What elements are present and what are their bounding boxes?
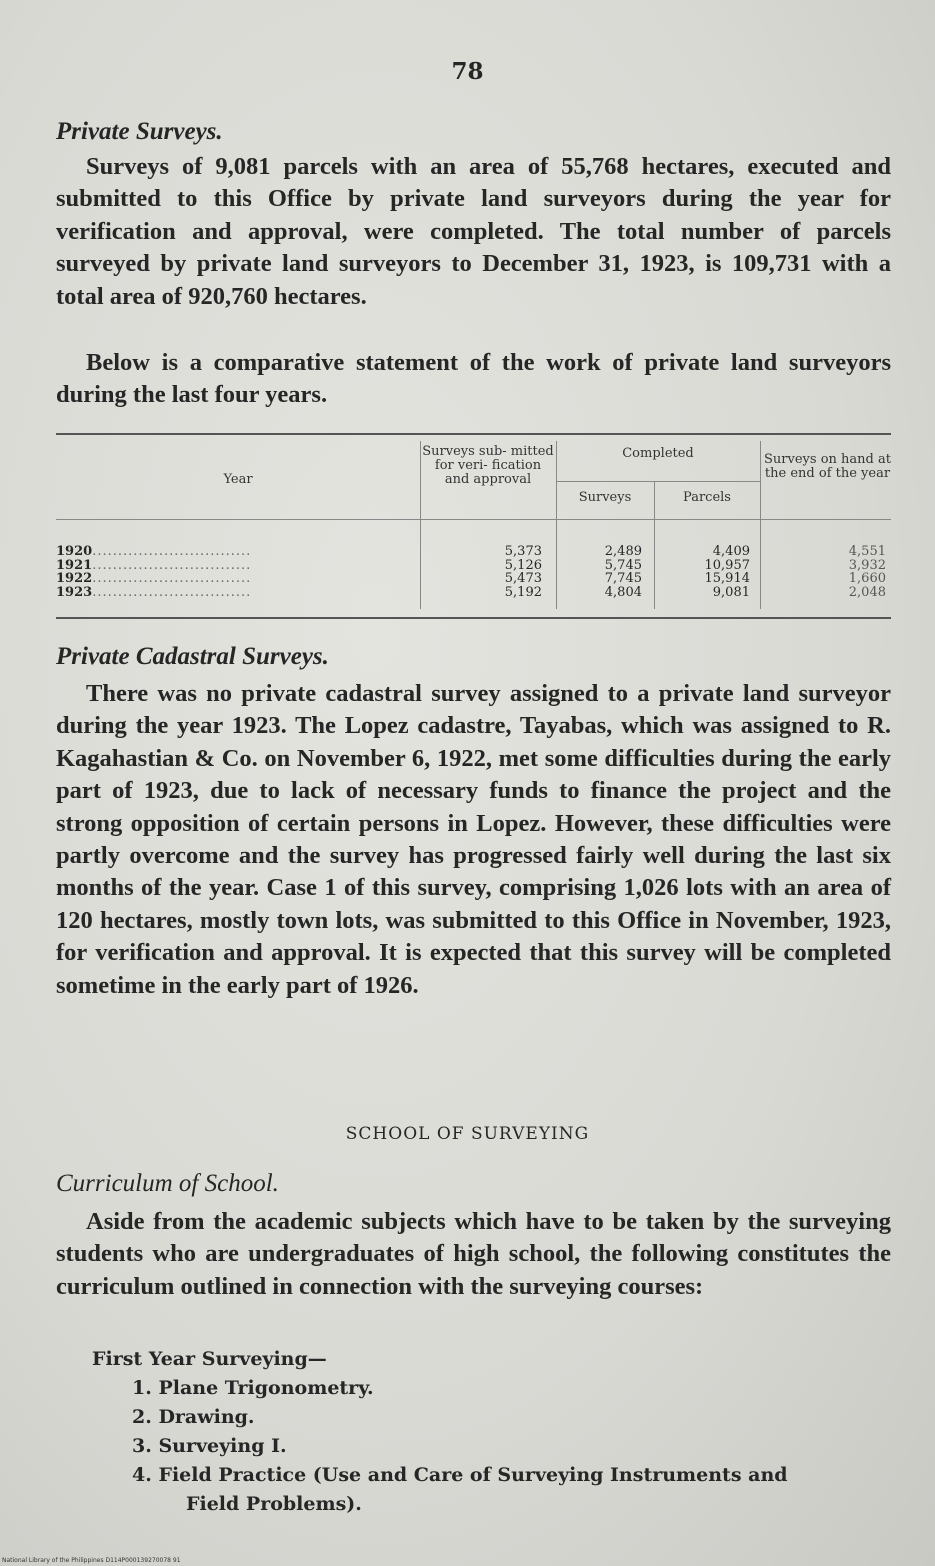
column-surveys: 2,489 5,745 7,745 4,804 — [604, 544, 642, 600]
comparative-table — [56, 433, 891, 621]
header-year: Year — [223, 472, 253, 487]
column-parcels: 4,409 10,957 15,914 9,081 — [704, 544, 750, 600]
column-on-hand: 4,551 3,932 1,660 2,048 — [848, 544, 886, 600]
paragraph-private-surveys: Surveys of 9,081 parcels with an area of 55,768 hectares, executed and submitted to this Office by private land surveyors during the year for verification and approval, were completed. The total number of parcels surveyed by private land surveyors to December 31, 1923, is 109,731 with a total area of 920,760 hectares. — [56, 153, 891, 310]
header-completed: Completed — [622, 446, 694, 461]
paragraph-cadastral: There was no private cadastral survey assigned to a private land surveyor during the year 1923. The Lopez cadastre, Tayabas, which was assigned to R. Kagahastian & Co. on November 6, 1922, met some difficulties during the early part of 1923, due to lack of necessary funds to finance the project and the strong opposition of certain persons in Lopez. However, these difficulties were partly overcome and the survey has progressed fairly well during the last six months of the year. Case 1 of this survey, comprising 1,026 lots with an area of 120 hectares, mostly town lots, was submitted to this Office in November, 1923, for verification and approval. It is expected that this survey will be completed sometime in the early part of 1926. — [56, 680, 891, 999]
heading-private-surveys: Private Surveys. — [56, 118, 223, 145]
paragraph-comparative-statement: Below is a comparative statement of the work of private land surveyors during the last four years. — [56, 349, 891, 409]
heading-curriculum: Curriculum of School. — [56, 1170, 279, 1197]
table-top-rule — [56, 433, 891, 435]
list-item: 3. Surveying I. — [132, 1435, 287, 1457]
table-row: 1921............................... — [56, 557, 252, 573]
list-item: 1. Plane Trigonometry. — [132, 1377, 374, 1399]
table-row: 1920............................... — [56, 544, 252, 559]
header-surveys: Surveys — [578, 490, 632, 505]
list-item: 4. Field Practice (Use and Care of Surveying Instruments and — [132, 1464, 788, 1486]
table-row: 1922............................... — [56, 571, 252, 586]
header-parcels: Parcels — [683, 490, 731, 505]
list-item-continuation: Field Problems). — [186, 1493, 362, 1515]
year-column — [56, 545, 251, 599]
list-item: 2. Drawing. — [132, 1406, 255, 1428]
table-row: 1923............................... — [56, 584, 252, 600]
paragraph-curriculum: Aside from the academic subjects which have to be taken by the surveying students who are undergraduates of high school, the following constitutes the curriculum outlined in connection with the surveying courses: — [56, 1208, 891, 1300]
header-on-hand: Surveys on hand at the end of the year — [764, 452, 891, 481]
footer-credit: National Library of the Philippines D114P000139270078 91 — [2, 1557, 181, 1564]
page-number: 78 — [451, 58, 484, 85]
heading-cadastral-surveys: Private Cadastral Surveys. — [56, 643, 329, 670]
section-title-school: SCHOOL OF SURVEYING — [345, 1124, 590, 1144]
header-submitted: Surveys sub- mitted for veri- fication and approval — [422, 444, 554, 487]
column-submitted: 5,373 5,126 5,473 5,192 — [504, 544, 542, 600]
curriculum-list — [92, 1345, 788, 1519]
list-title: First Year Surveying— — [92, 1348, 327, 1370]
table-bottom-rule — [56, 617, 891, 619]
